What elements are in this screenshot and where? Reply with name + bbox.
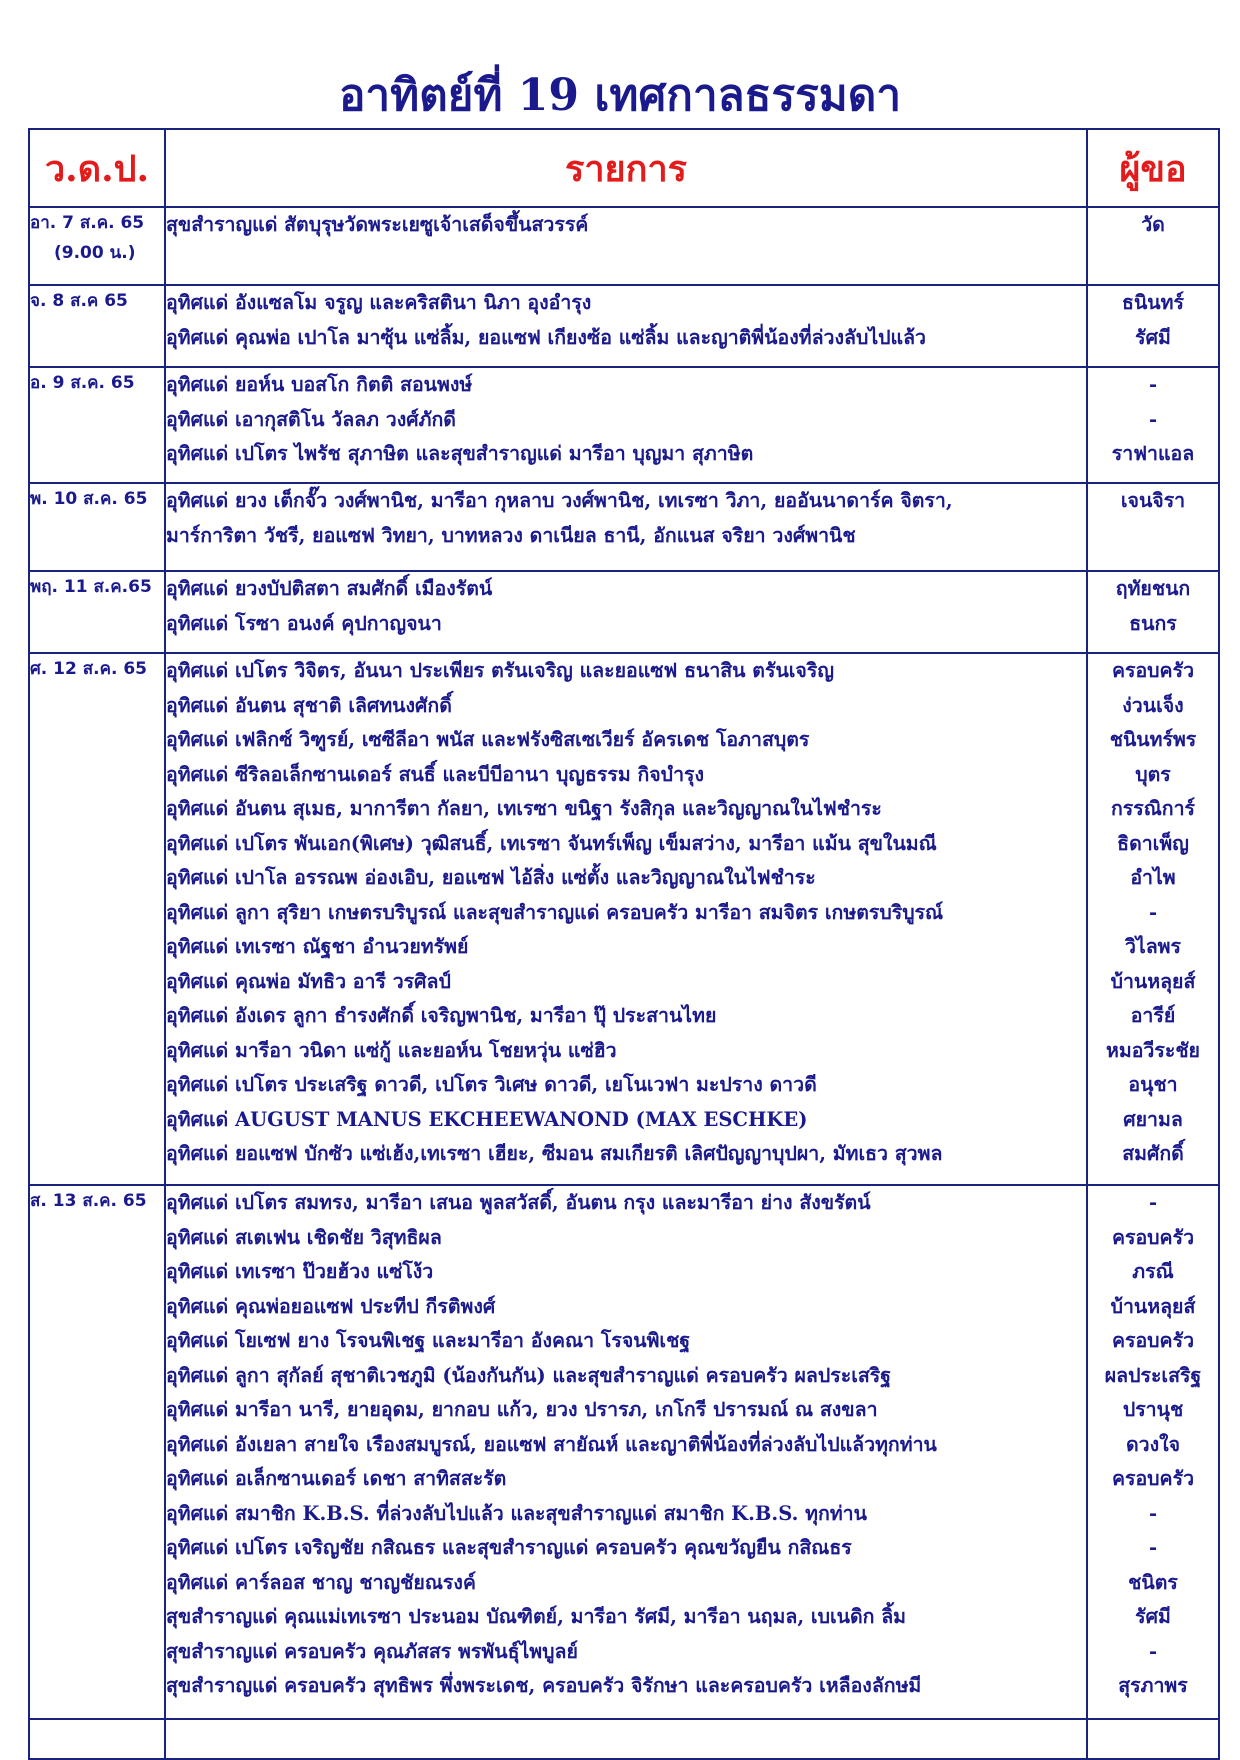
requester-name: ธนินทร์	[1122, 291, 1184, 314]
requester-name: -	[1148, 373, 1158, 396]
requester-name: ครอบครัว	[1111, 1225, 1195, 1249]
intention-line: อุทิศแด่ คาร์ลอส ชาญ ชาญชัยณรงค์	[166, 1570, 476, 1594]
table-row	[29, 367, 1219, 483]
items-cell	[165, 285, 1087, 367]
date-text: อา. 7 ส.ค. 65	[30, 213, 145, 233]
requester-name: หมอวีระชัย	[1106, 1038, 1200, 1062]
requester-name: รัศมี	[1135, 1605, 1171, 1628]
empty-row	[29, 1719, 1219, 1759]
intention-line: อุทิศแด่ คุณพ่อ เปาโล มาซุ้น แซ่ลิ้ม, ยอแซฟ เกียงซ้อ แซ่ลิ้ม และญาติพี่น้องที่ล่วงลับไปแล้ว	[166, 325, 926, 349]
empty-cell	[165, 1719, 1087, 1759]
items-cell	[165, 483, 1087, 571]
empty-cell	[29, 1719, 165, 1759]
date-cell	[29, 483, 165, 571]
time-text: (9.00 น.)	[54, 243, 136, 263]
requester-name: สุรภาพร	[1118, 1674, 1188, 1697]
requester-name: วิไลพร	[1124, 935, 1182, 958]
intention-line: อุทิศแด่ มารีอา นารี, ยายอุดม, ยากอบ แก้ว, ยวง ปรารภ, เกโกรี ปรารมณ์ ณ สงขลา	[166, 1398, 878, 1421]
requester-name: ธนกร	[1129, 611, 1177, 635]
requester-name: -	[1148, 1536, 1158, 1559]
schedule-body	[29, 207, 1219, 1759]
intention-line: อุทิศแด่ สเตเฟน เชิดชัย วิสุทธิผล	[166, 1225, 442, 1249]
requester-name: -	[1148, 1639, 1158, 1663]
requester-name: -	[1148, 900, 1158, 924]
intention-line: อุทิศแด่ ซีริลอเล็กซานเดอร์ สนธิ์ และบีบีอานา บุญธรรม กิจบำรุง	[166, 762, 705, 786]
table-row	[29, 285, 1219, 367]
requester-cell	[1087, 483, 1219, 571]
intention-line: อุทิศแด่ ลูกา สุริยา เกษตรบริบูรณ์ และสุขสำราญแด่ ครอบครัว มารีอา สมจิตร เกษตรบริบูรณ์	[166, 900, 944, 924]
date-text: อ. 9 ส.ค. 65	[30, 373, 135, 393]
requester-name: ฤทัยชนก	[1115, 577, 1191, 600]
requester-name: บ้านหลุยส์	[1110, 969, 1196, 993]
requester-name: บ้านหลุยส์	[1110, 1294, 1196, 1318]
intention-line: อุทิศแด่ คุณพ่อ มัทธิว อารี วรศิลป์	[166, 969, 451, 993]
intention-line: อุทิศแด่ เปโตร สมทรง, มารีอา เสนอ พูลสวัสดิ์, อันตน กรุง และมารีอา ย่าง สังขรัตน์	[166, 1191, 871, 1214]
intention-line: อุทิศแด่ เปโตร ไพรัช สุภาษิต และสุขสำราญแด่ มารีอา บุญมา สุภาษิต	[166, 442, 754, 465]
requester-name: กรรณิการ์	[1110, 797, 1196, 820]
requester-cell	[1087, 653, 1219, 1185]
items-cell	[165, 653, 1087, 1185]
intention-line: อุทิศแด่ เฟลิกซ์ วิฑูรย์, เซซีลีอา พนัส และฟรังซิสเซเวียร์ อัครเดช โอภาสบุตร	[166, 728, 810, 751]
requester-name: ธิดาเพ็ญ	[1117, 831, 1189, 855]
intention-line: อุทิศแด่ เปโตร เจริญชัย กสิณธร และสุขสำราญแด่ ครอบครัว คุณขวัญยืน กสิณธร	[166, 1536, 852, 1559]
intention-line: อุทิศแด่ AUGUST MANUS EKCHEEWANOND (MAX ESCHKE)	[166, 1107, 808, 1131]
date-cell	[29, 207, 165, 285]
intention-line: อุทิศแด่ เปโตร ประเสริฐ ดาวดี, เปโตร วิเศษ ดาวดี, เยโนเวฟา มะปราง ดาวดี	[166, 1073, 817, 1096]
date-cell	[29, 653, 165, 1185]
requester-name: -	[1148, 1191, 1158, 1214]
requester-name: ครอบครัว	[1111, 1329, 1195, 1352]
intention-line: อุทิศแด่ เทเรซา ณัฐชา อำนวยทรัพย์	[166, 935, 469, 958]
requester-name: บุตร	[1135, 762, 1171, 786]
requester-cell	[1087, 367, 1219, 483]
requester-name: ชนินทร์พร	[1109, 728, 1197, 751]
requester-name: ชนิตร	[1128, 1570, 1178, 1594]
intention-line: อุทิศแด่ ยวงบัปติสตา สมศักดิ์ เมืองรัตน์	[166, 577, 493, 600]
intention-line: สุขสำราญแด่ ครอบครัว สุทธิพร พึ่งพระเดช, ครอบครัว จิรักษา และครอบครัว เหลืองลักษมี	[166, 1674, 922, 1697]
date-text: ส. 13 ส.ค. 65	[30, 1191, 147, 1211]
date-text: จ. 8 ส.ค 65	[30, 291, 128, 311]
intention-line: อุทิศแด่ ลูกา สุกัลย์ สุชาติเวชภูมิ (น้องกันกัน) และสุขสำราญแด่ ครอบครัว ผลประเสริฐ	[166, 1363, 892, 1387]
intention-line: อุทิศแด่ ยอห์น บอสโก กิตติ สอนพงษ์	[166, 373, 473, 396]
date-column-header: ว.ด.ป.	[29, 129, 165, 207]
date-cell	[29, 571, 165, 653]
requester-name: ครอบครัว	[1111, 1467, 1195, 1490]
requester-name: สมศักดิ์	[1122, 1142, 1184, 1165]
table-row	[29, 1185, 1219, 1719]
requester-cell	[1087, 207, 1219, 285]
intention-line: อุทิศแด่ เปโตร พันเอก(พิเศษ) วุฒิสนธิ์, เทเรซา จันทร์เพ็ญ เข็มสว่าง, มารีอา แม้น สุขในมณี	[166, 831, 937, 855]
items-cell	[165, 1185, 1087, 1719]
intention-line: อุทิศแด่ เทเรซา ป๊วยฮ้วง แซ่โง้ว	[166, 1260, 434, 1283]
requester-name: ปรานุช	[1122, 1398, 1184, 1421]
intention-line: อุทิศแด่ เอากุสติโน วัลลภ วงศ์ภักดี	[166, 407, 456, 431]
table-row	[29, 207, 1219, 285]
intention-line: อุทิศแด่ สมาชิก K.B.S. ที่ล่วงลับไปแล้ว และสุขสำราญแด่ สมาชิก K.B.S. ทุกท่าน	[166, 1501, 867, 1525]
date-cell	[29, 1185, 165, 1719]
requester-cell	[1087, 285, 1219, 367]
intention-line: อุทิศแด่ อันตน สุชาติ เลิศทนงศักดิ์	[166, 693, 452, 717]
requester-name: วัด	[1141, 213, 1165, 236]
intention-line: อุทิศแด่ อเล็กซานเดอร์ เดชา สาทิสสะรัต	[166, 1467, 507, 1490]
intention-line: อุทิศแด่ โยเซฟ ยาง โรจนพิเชฐ และมารีอา อังคณา โรจนพิเชฐ	[166, 1329, 691, 1352]
intention-line: สุขสำราญแด่ ครอบครัว คุณภัสสร พรพันธุ์ไพบูลย์	[166, 1639, 578, 1663]
date-cell	[29, 367, 165, 483]
items-cell	[165, 367, 1087, 483]
requester-cell	[1087, 1185, 1219, 1719]
intention-line: อุทิศแด่ เปาโล อรรณพ อ่องเอิบ, ยอแซฟ ไอ้สิ่ง แซ่ตั้ง และวิญญาณในไฟชำระ	[166, 866, 816, 889]
items-cell	[165, 207, 1087, 285]
empty-cell	[1087, 1719, 1219, 1759]
requester-name: รัศมี	[1135, 325, 1171, 349]
intention-line: อุทิศแด่ อันตน สุเมธ, มาการีตา กัลยา, เทเรซา ขนิฐา รังสิกุล และวิญญาณในไฟชำระ	[166, 797, 882, 820]
intention-line: อุทิศแด่ อังแซลโม จรูญ และคริสตินา นิภา อุงอำรุง	[166, 291, 592, 314]
requester-name: ราฟาแอล	[1111, 442, 1195, 465]
date-cell	[29, 285, 165, 367]
table-row	[29, 571, 1219, 653]
table-row	[29, 653, 1219, 1185]
requester-name: ดวงใจ	[1125, 1432, 1181, 1456]
items-cell	[165, 571, 1087, 653]
requester-name: ง่วนเจ็ง	[1122, 693, 1184, 717]
requester-name: ครอบครัว	[1111, 659, 1195, 682]
intention-line: อุทิศแด่ มารีอา วนิดา แซ่กู้ และยอห์น โชยหวุ่น แซ่ฮิว	[166, 1038, 617, 1062]
intention-line: อุทิศแด่ ยอแซฟ บักซัว แซ่เฮ้ง,เทเรซา เฮียะ, ซีมอน สมเกียรติ เลิศปัญญาบุปผา, มัทเธว สุวพล	[166, 1142, 943, 1165]
intention-line: อุทิศแด่ ยวง เต็กจั๊ว วงศ์พานิช, มารีอา กุหลาบ วงศ์พานิช, เทเรซา วิภา, ยออันนาดาร์ค จิตรา,	[166, 489, 953, 512]
schedule-table	[28, 128, 1220, 1760]
requester-name: อนุชา	[1128, 1073, 1178, 1096]
requester-name: -	[1148, 1501, 1158, 1525]
requester-name: เจนจิรา	[1120, 489, 1186, 512]
intention-line: สุขสำราญแด่ คุณแม่เทเรซา ประนอม บัณฑิตย์, มารีอา รัศมี, มารีอา นฤมล, เบเนดิก ลิ้ม	[166, 1605, 907, 1628]
date-text: ศ. 12 ส.ค. 65	[30, 659, 147, 679]
requester-column-header: ผู้ขอ	[1087, 129, 1219, 207]
page-title: อาทิตย์ที่ 19 เทศกาลธรรมดา	[338, 70, 902, 121]
intention-line: อุทิศแด่ เปโตร วิจิตร, อันนา ประเพียร ตรันเจริญ และยอแซฟ ธนาสิน ตรันเจริญ	[166, 659, 834, 682]
requester-name: อำไพ	[1130, 866, 1176, 889]
intention-line: อุทิศแด่ อังเยลา สายใจ เรืองสมบูรณ์, ยอแซฟ สายัณห์ และญาติพี่น้องที่ล่วงลับไปแล้วทุกท่าน	[166, 1432, 937, 1456]
requester-name: ผลประเสริฐ	[1104, 1363, 1202, 1387]
requester-name: ภรณี	[1132, 1260, 1174, 1283]
date-text: พ. 10 ส.ค. 65	[30, 489, 148, 509]
intention-line: อุทิศแด่ โรซา อนงค์ คุปกาญจนา	[166, 611, 442, 635]
requester-name: ศยามล	[1123, 1107, 1183, 1131]
date-text: พฤ. 11 ส.ค.65	[30, 577, 152, 597]
requester-name: อารีย์	[1130, 1004, 1176, 1027]
intention-line: มาร์การิตา วัชรี, ยอแซฟ วิทยา, บาทหลวง ดาเนียล ธานี, อักแนส จริยา วงศ์พานิช	[166, 523, 856, 547]
intention-line: อุทิศแด่ คุณพ่อยอแซฟ ประทีป กีรติพงศ์	[166, 1294, 496, 1318]
table-header-row	[29, 129, 1219, 207]
table-row	[29, 483, 1219, 571]
items-column-header: รายการ	[165, 129, 1087, 207]
intention-line: สุขสำราญแด่ สัตบุรุษวัดพระเยซูเจ้าเสด็จขึ้นสวรรค์	[166, 213, 589, 236]
requester-cell	[1087, 571, 1219, 653]
intention-line: อุทิศแด่ อังเดร ลูกา ธำรงศักดิ์ เจริญพานิช, มารีอา ปุ๊ ประสานไทย	[166, 1004, 717, 1027]
requester-name: -	[1148, 407, 1158, 431]
